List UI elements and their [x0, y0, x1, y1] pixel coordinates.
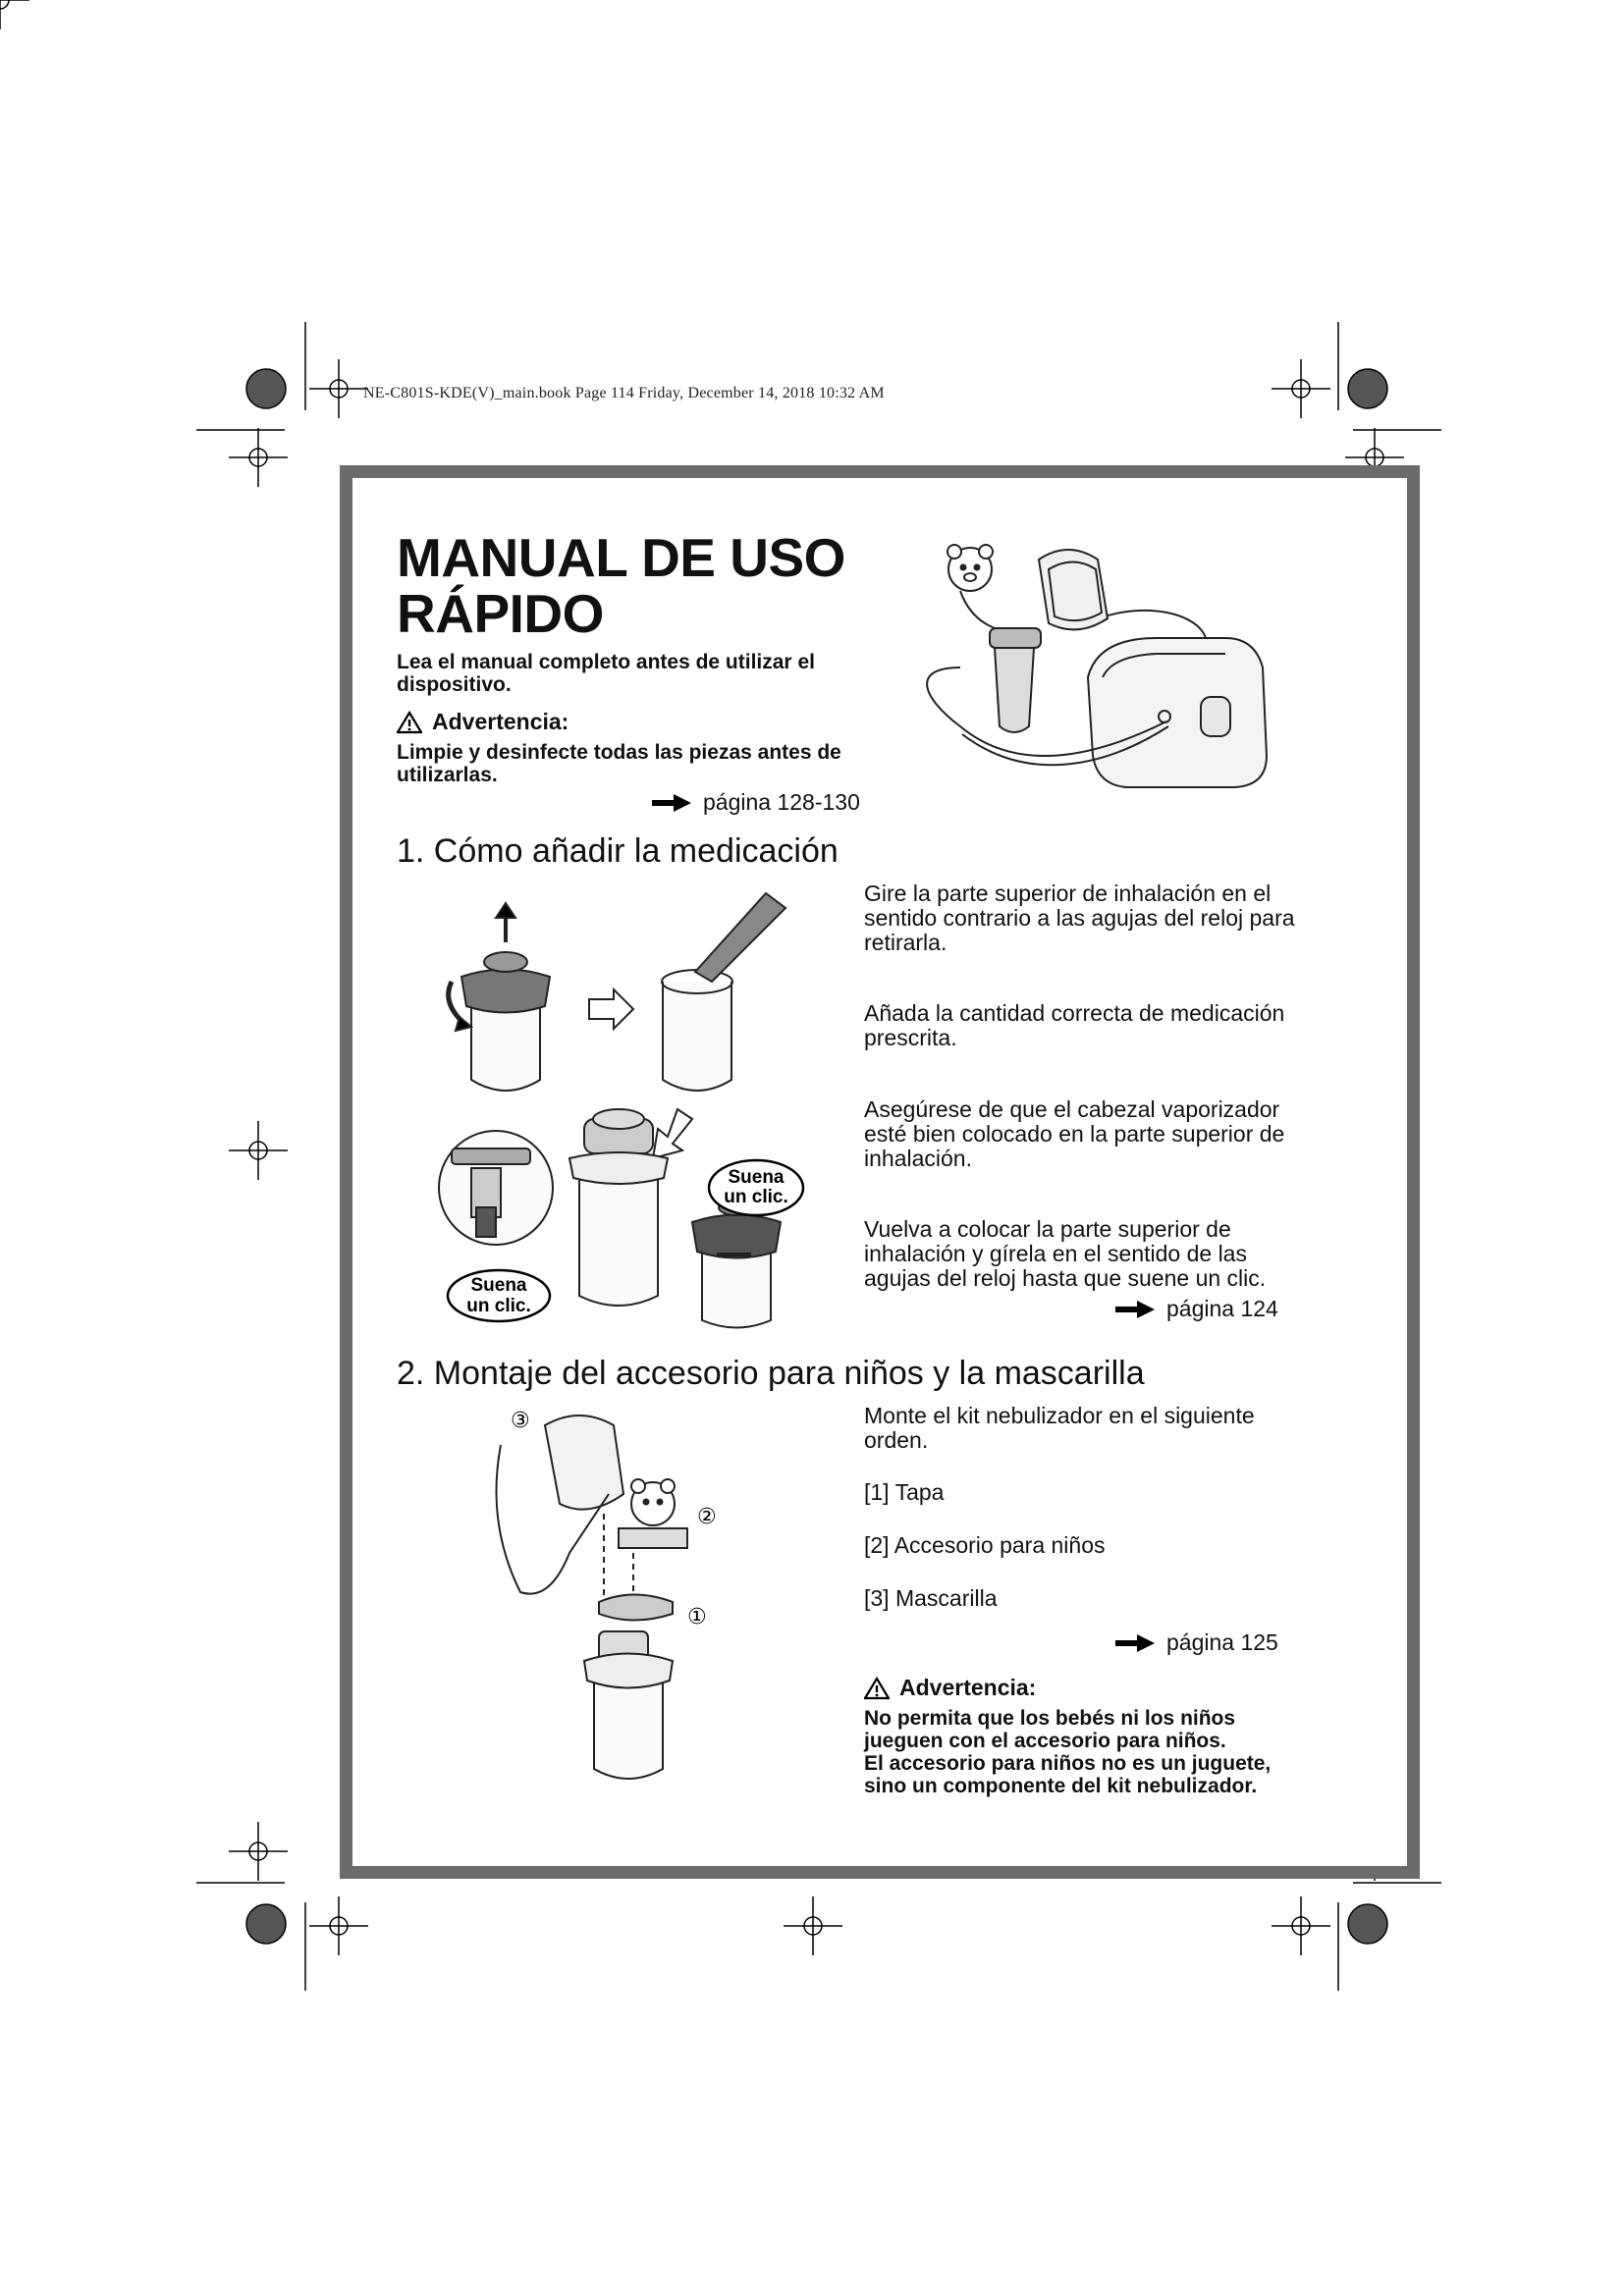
- callout-1: ①: [687, 1605, 707, 1629]
- title-line-1: MANUAL DE USO: [397, 527, 845, 588]
- warning-bottom-body: [864, 1707, 1316, 1797]
- arrow-right-icon: [652, 794, 691, 812]
- assembly-intro: Monte el kit nebulizador en el siguiente orden.: [864, 1403, 1255, 1453]
- assembly-item-1-label: Tapa: [894, 1479, 945, 1505]
- warning-heading-text: Advertencia:: [432, 709, 569, 734]
- svg-text:un clic.: un clic.: [466, 1296, 531, 1316]
- warning-block-top: [397, 709, 888, 786]
- warning-triangle-icon: [397, 711, 422, 734]
- title-line-2: RÁPIDO: [397, 583, 604, 644]
- warning-bottom-line: El accesorio para niños no es un juguete,: [864, 1752, 1272, 1775]
- page-ref-section-2: [1115, 1629, 1278, 1656]
- page-ref-section-2-text: página 125: [1166, 1629, 1278, 1655]
- arrow-right-icon: [1115, 1634, 1155, 1652]
- warning-heading-bottom: [864, 1675, 1316, 1701]
- svg-text:Suena: Suena: [728, 1167, 785, 1188]
- svg-text:un clic.: un clic.: [724, 1187, 788, 1207]
- assembly-item-2: [864, 1533, 1296, 1558]
- warning-bottom-line: No permita que los bebés ni los niños: [864, 1707, 1236, 1730]
- lead-text: Lea el manual completo antes de utilizar el dispositivo.: [397, 651, 815, 696]
- svg-text:Suena: Suena: [470, 1275, 527, 1296]
- nebulizer-device-illustration: [901, 530, 1284, 815]
- section-2-heading: 2. Montaje del accesorio para niños y la mascarilla: [397, 1355, 1145, 1392]
- page-ref-section-1-text: página 124: [1166, 1296, 1278, 1321]
- assembly-illustration: [491, 1406, 746, 1798]
- page-ref-top: [652, 789, 860, 816]
- assembly-item-3-label: Mascarilla: [894, 1585, 998, 1611]
- step-1-4: Vuelva a colocar la parte superior de inhalación y gírela en el sentido de las agujas del reloj hasta que suene un clic.: [864, 1216, 1267, 1291]
- warning-body: Limpie y desinfecte todas las piezas antes de utilizarlas.: [397, 741, 841, 786]
- page-ref-section-1: [1115, 1296, 1278, 1322]
- assembly-item-2-label: Accesorio para niños: [893, 1532, 1106, 1558]
- step-1-2: Añada la cantidad correcta de medicación prescrita.: [864, 1000, 1285, 1050]
- assembly-item-1: [864, 1480, 1296, 1505]
- callout-3: ③: [511, 1409, 530, 1433]
- assembly-item-1-num: [1]: [864, 1479, 890, 1505]
- step-1-3: Asegúrese de que el cabezal vaporizador esté bien colocado en la parte superior de inhalación.: [864, 1096, 1285, 1171]
- page-ref-top-text: página 128-130: [703, 789, 860, 815]
- click-bubble-right: [709, 1160, 803, 1215]
- warning-bottom-line: sino un componente del kit nebulizador.: [864, 1775, 1258, 1797]
- page-title: [397, 527, 845, 644]
- callout-2: ②: [697, 1505, 717, 1529]
- warning-bottom-line: jueguen con el accesorio para niños.: [864, 1730, 1226, 1752]
- section-1-heading: 1. Cómo añadir la medicación: [397, 832, 839, 870]
- warning-block-bottom: [864, 1675, 1316, 1797]
- assembly-item-2-num: [2]: [864, 1532, 890, 1558]
- warning-triangle-icon: [864, 1677, 890, 1700]
- warning-heading: [397, 709, 888, 735]
- click-bubble-left: [448, 1270, 550, 1321]
- warning-heading-bottom-text: Advertencia:: [899, 1675, 1037, 1700]
- print-header: NE-C801S-KDE(V)_main.book Page 114 Friday, December 14, 2018 10:32 AM: [363, 385, 885, 401]
- medication-steps-illustration: [432, 883, 825, 1335]
- step-1-1: Gire la parte superior de inhalación en el sentido contrario a las agujas del reloj para retirarla.: [864, 881, 1295, 955]
- arrow-right-icon: [1115, 1301, 1155, 1318]
- assembly-item-3: [864, 1586, 1296, 1611]
- assembly-item-3-num: [3]: [864, 1585, 890, 1611]
